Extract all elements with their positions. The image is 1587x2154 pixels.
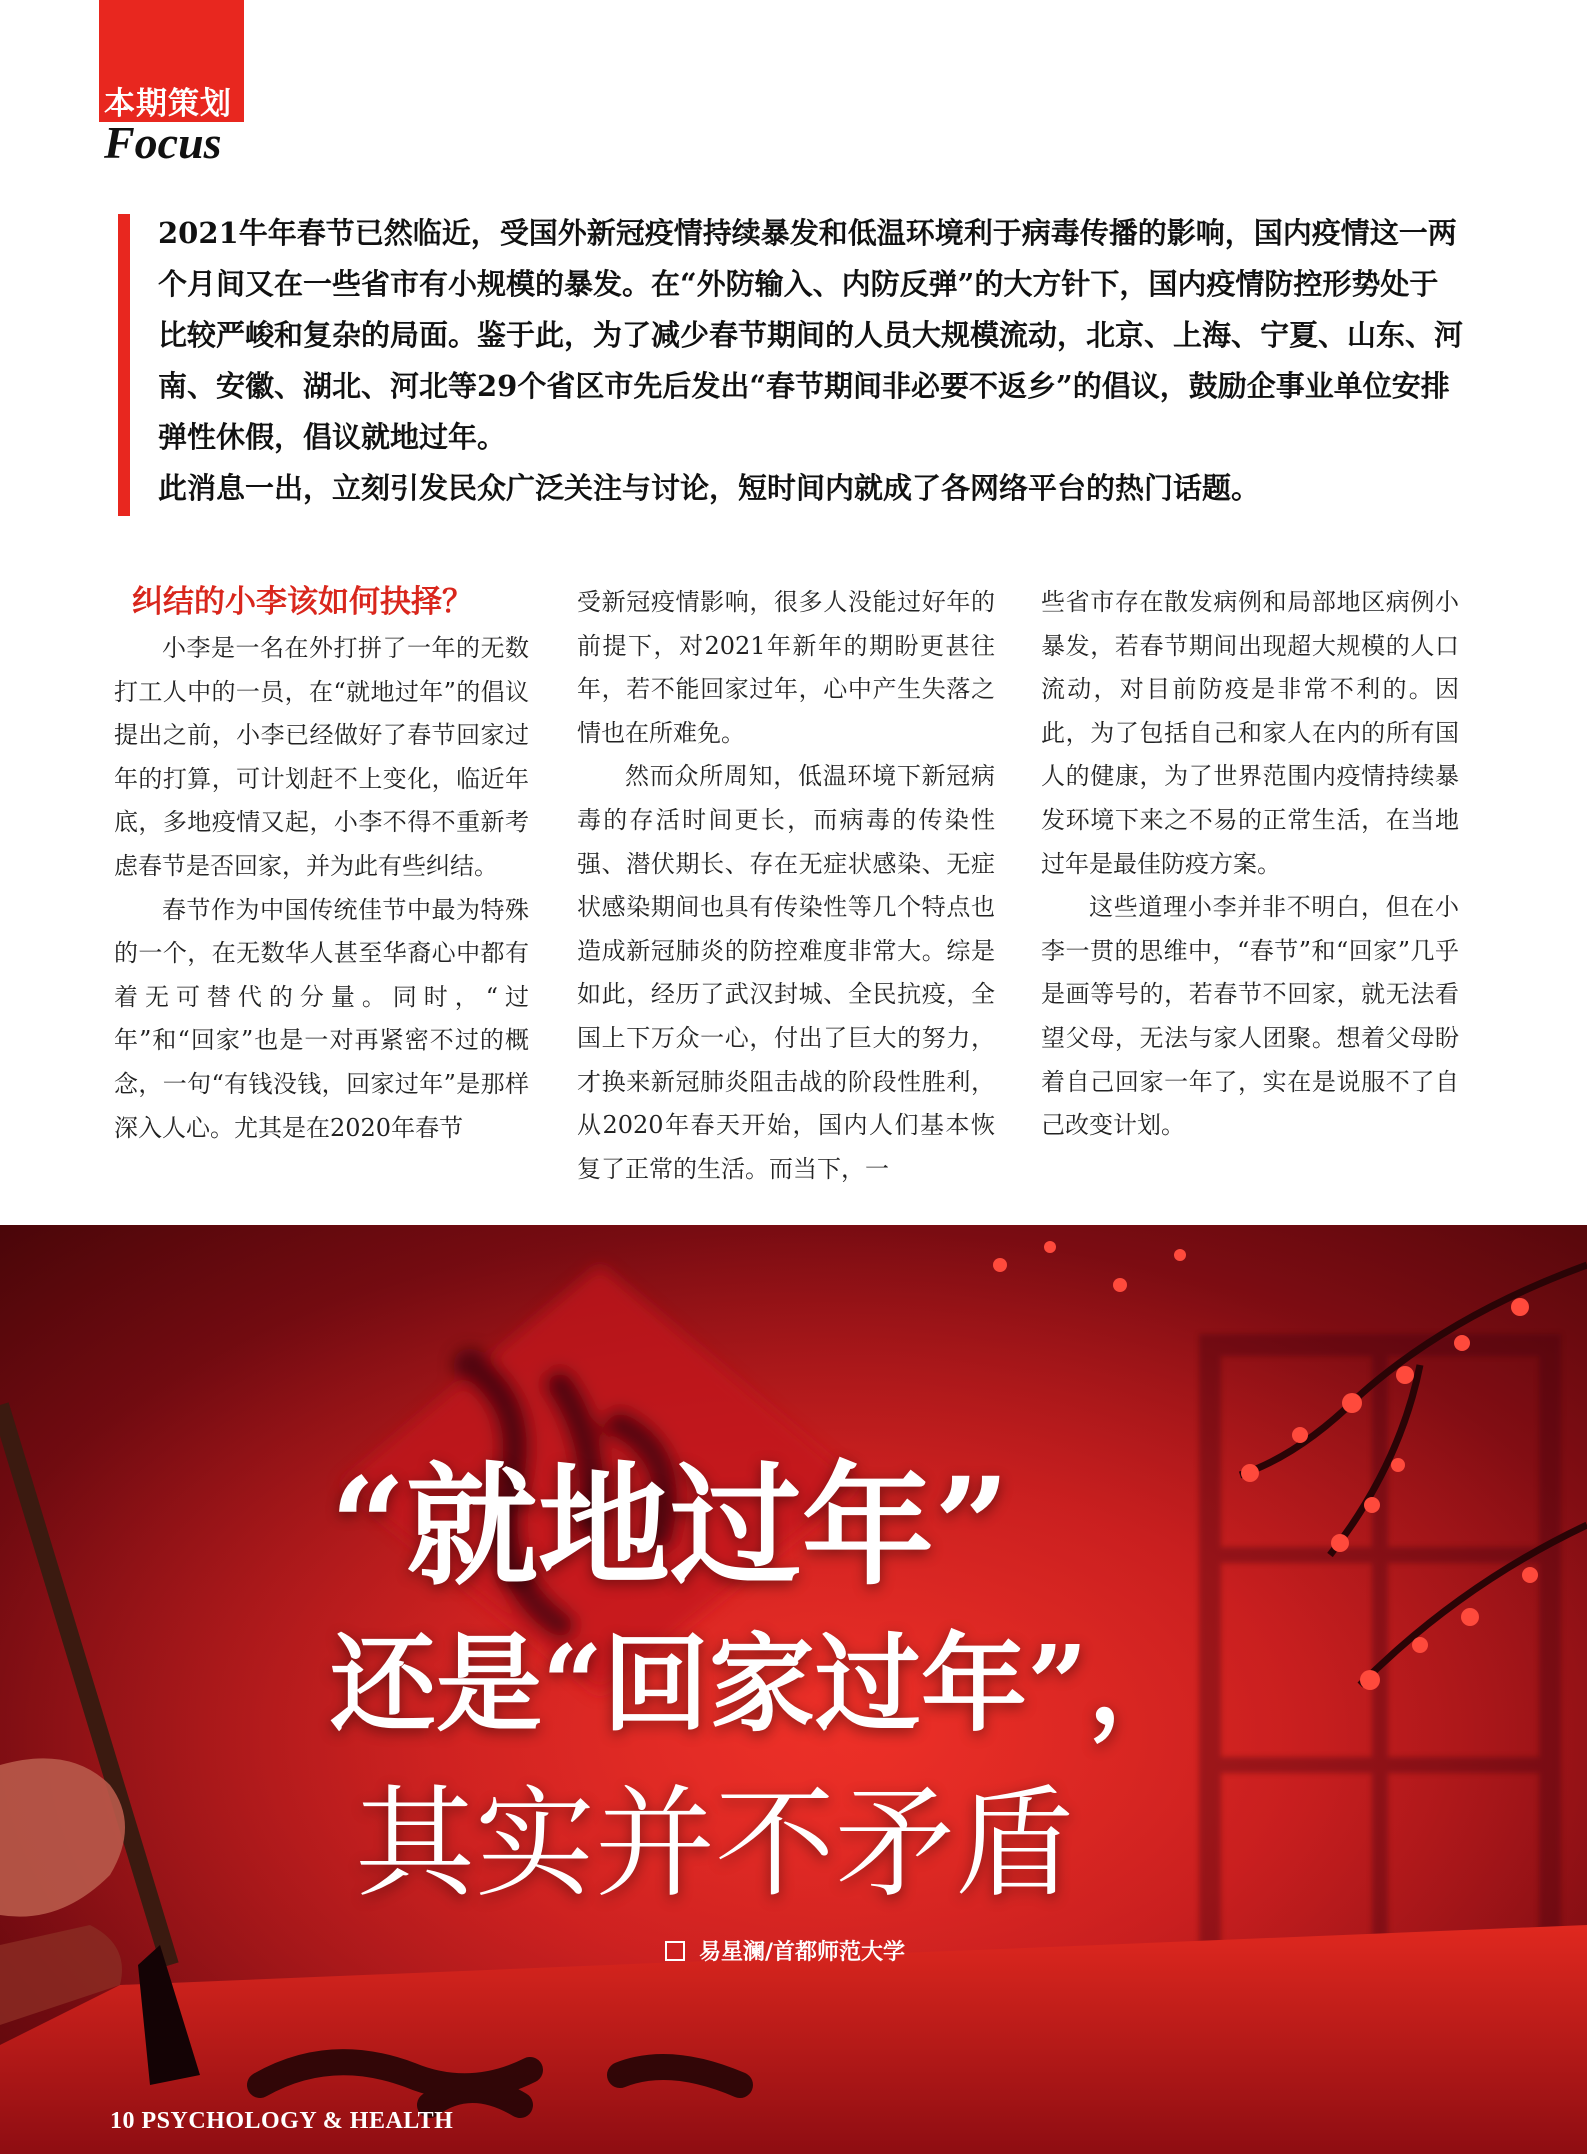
byline-text: 易星澜/首都师范大学 [699, 1940, 906, 1965]
body-paragraph: 受新冠疫情影响，很多人没能过好年的前提下，对2021年新年的期盼更甚往年，若不能回家过年，心中产生失落之情也在所难免。 [577, 588, 995, 747]
section-title-en: Focus [104, 117, 222, 168]
section-title-cn: 本期策划 [104, 86, 232, 122]
column-3 [1041, 581, 1459, 1148]
body-paragraph: 春节作为中国传统佳节中最为特殊的一个，在无数华人甚至华裔心中都有着无可替代的分量。同时，“过年”和“回家”也是一对再紧密不过的概念，一句“有钱没钱，回家过年”是那样深入人心。尤其是在2020年春节 [114, 895, 529, 1142]
byline [665, 1935, 905, 1966]
page-footer: 10 PSYCHOLOGY & HEALTH [110, 2108, 454, 2134]
headline-line-1: “就地过年” [330, 1449, 1010, 1604]
column-1 [114, 580, 529, 1150]
body-paragraph: 些省市存在散发病例和局部地区病例小暴发，若春节期间出现超大规模的人口流动，对目前防疫是非常不利的。因此，为了包括自己和家人在内的所有国人的健康，为了世界范围内疫情持续暴发环境下来之不易的正常生活，在当地过年是最佳防疫方案。 [1041, 588, 1459, 878]
square-icon [665, 1941, 685, 1961]
intro-accent-bar [118, 214, 130, 516]
body-paragraph: 小李是一名在外打拼了一年的无数打工人中的一员，在“就地过年”的倡议提出之前，小李已经做好了春节回家过年的打算，可计划赶不上变化，临近年底，多地疫情又起，小李不得不重新考虑春节是否回家，并为此有些纠结。 [114, 634, 529, 880]
intro-paragraph: 2021牛年春节已然临近，受国外新冠疫情持续暴发和低温环境利于病毒传播的影响，国内疫情这一两个月间又在一些省市有小规模的暴发。在“外防输入、内防反弹”的大方针下，国内疫情防控形势处于比较严峻和复杂的局面。鉴于此，为了减少春节期间的人员大规模流动，北京、上海、宁夏、山东、河南、安徽、湖北、河北等29个省区市先后发出“春节期间非必要不返乡”的倡议，鼓励企事业单位安排弹性休假，倡议就地过年。 [158, 216, 1464, 454]
subheading: 纠结的小李该如何抉择？ [132, 584, 473, 620]
body-paragraph: 这些道理小李并非不明白，但在小李一贯的思维中，“春节”和“回家”几乎是画等号的，若春节不回家，就无法看望父母，无法与家人团聚。想着父母盼着自己回家一年了，实在是说服不了自己改变计划。 [1041, 893, 1459, 1140]
intro-paragraph: 此消息一出，立刻引发民众广泛关注与讨论，短时间内就成了各网络平台的热门话题。 [158, 471, 1261, 505]
headline-line-3: 其实并不矛盾 [355, 1775, 1075, 1914]
body-paragraph: 然而众所周知，低温环境下新冠病毒的存活时间更长，而病毒的传染性强、潜伏期长、存在无症状感染、无症状感染期间也具有传染性等几个特点也造成新冠肺炎的防控难度非常大。综是如此，经历了武汉封城、全民抗疫，全国上下万众一心，付出了巨大的努力，才换来新冠肺炎阻击战的阶段性胜利，从2020年春天开始，国内人们基本恢复了正常的生活。而当下，一 [577, 762, 995, 1183]
column-2 [577, 581, 995, 1191]
headline-line-2: 还是“回家过年”， [330, 1621, 1194, 1746]
intro-block [158, 208, 1463, 514]
